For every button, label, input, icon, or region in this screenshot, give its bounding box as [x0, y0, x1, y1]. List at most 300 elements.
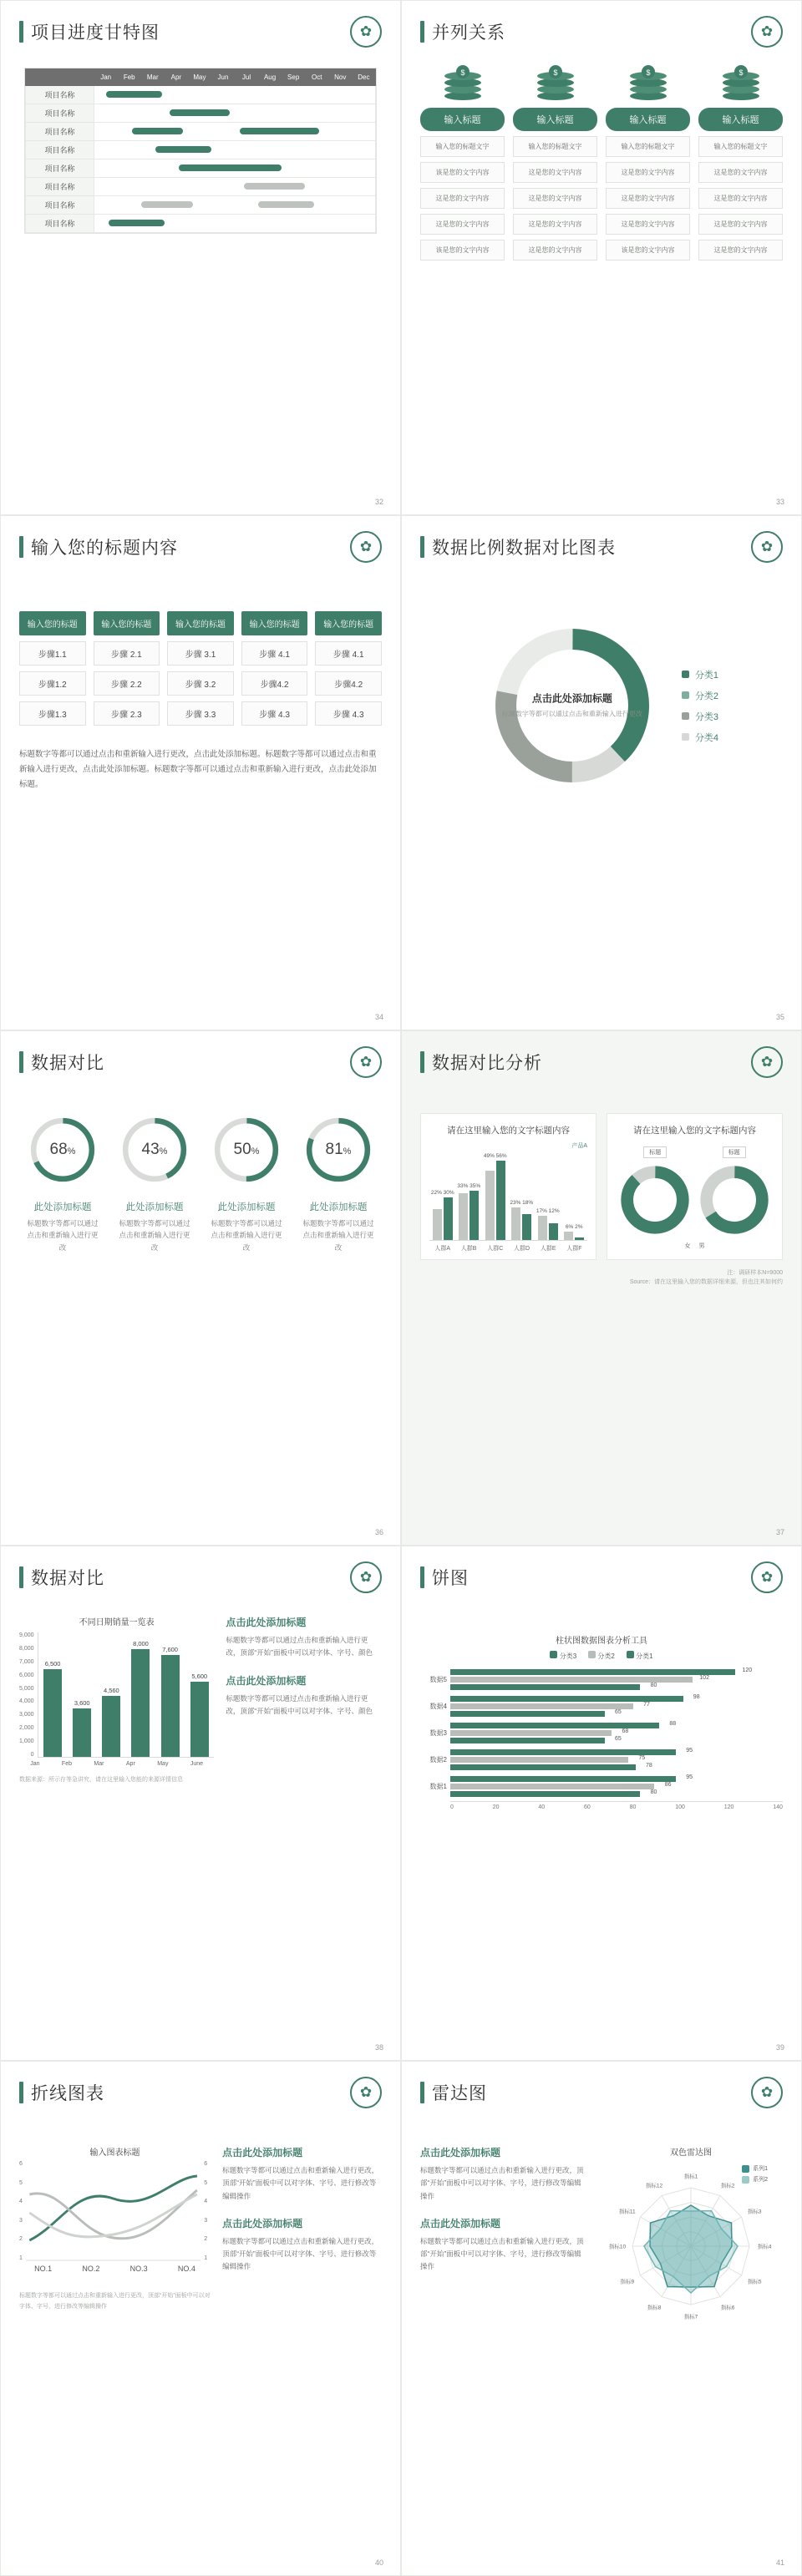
page-title: 饼图	[432, 1569, 469, 1588]
parallel-header[interactable]: 输入标题	[513, 108, 597, 131]
x-axis-labels	[450, 1801, 783, 1810]
hbar-value: 95	[686, 1748, 693, 1754]
x-label: 人群B	[460, 1246, 477, 1252]
hbar	[450, 1755, 646, 1763]
gantt-row-label: 项目名称	[26, 196, 94, 215]
text-blocks	[222, 2145, 382, 2312]
parallel-cell: 这是您的文字内容	[513, 214, 597, 235]
bar-plot-area	[38, 1632, 215, 1758]
hbar-value: 68	[622, 1728, 629, 1734]
gantt-row-track	[94, 178, 376, 196]
radar-axis-label: 指标9	[620, 2279, 635, 2285]
hbar-label: 数据3	[429, 1729, 447, 1737]
radar-axis-label: 指标1	[683, 2174, 698, 2180]
step-cell: 步骤 4.3	[241, 701, 308, 726]
radar-axis-label: 指标6	[720, 2305, 735, 2311]
step-cell: 步骤 2.2	[94, 671, 160, 696]
logo-icon: ✿	[751, 2077, 783, 2108]
block-heading: 点击此处添加标题	[420, 2217, 501, 2229]
bar-value-label: 33% 35%	[457, 1182, 481, 1189]
bar-value: 7,600	[162, 1645, 178, 1653]
parallel-cell: 这是您的文字内容	[420, 214, 505, 235]
axis-tick: 140	[773, 1804, 783, 1810]
svg-text:$: $	[738, 68, 744, 77]
gantt-row-label: 项目名称	[26, 123, 94, 141]
slide-header	[19, 16, 382, 48]
slide-header	[420, 16, 783, 48]
hbar-value: 120	[742, 1668, 753, 1673]
parallel-cell: 这是您的文字内容	[606, 162, 690, 183]
coins-icon	[420, 63, 505, 101]
radar-axis-label: 指标7	[683, 2314, 698, 2320]
parallel-cell: 输入您的标题文字	[513, 136, 597, 157]
bar	[43, 1660, 62, 1757]
block-text: 标题数字等都可以通过点击和重新输入进行更改，顶部“开始”面板中可以对字体、字号、进行修改等编辑操作	[222, 2166, 379, 2200]
logo-icon: ✿	[350, 531, 382, 563]
gantt-month: Nov	[328, 69, 352, 86]
gantt-row-track	[94, 215, 376, 233]
page-number: 37	[775, 1528, 784, 1536]
parallel-column	[606, 63, 690, 261]
line-chart	[19, 2145, 211, 2312]
legend-swatch	[682, 733, 689, 741]
y-label: 5,000	[19, 1685, 34, 1692]
svg-text:$: $	[459, 68, 465, 77]
y-label: 2,000	[19, 1725, 34, 1732]
x-label: May	[157, 1761, 169, 1767]
y-axis-labels	[19, 1632, 38, 1758]
bar	[538, 1216, 547, 1240]
table-row	[26, 178, 376, 196]
slide-header	[420, 531, 783, 563]
slide-header	[19, 1046, 382, 1078]
y-axis-labels-right	[200, 2161, 211, 2261]
bar-value-label: 6% 2%	[565, 1223, 583, 1230]
legend-swatch	[682, 691, 689, 699]
hbar	[450, 1675, 709, 1683]
legend-item: 分类1	[627, 1651, 653, 1661]
body-paragraph: 标题数字等都可以通过点击和重新输入进行更改，点击此处添加标题。标题数字等都可以通过点击和重新输入进行更改，点击此处添加标题。标题数字等都可以通过点击和重新输入进行更改，点击此处添加标题。	[19, 750, 377, 790]
gantt-month: Jun	[211, 69, 235, 86]
ring-value: 68%	[49, 1141, 76, 1158]
logo-icon: ✿	[350, 16, 382, 48]
gantt-row-label: 项目名称	[26, 104, 94, 123]
bar-group	[510, 1199, 534, 1240]
hbar	[450, 1782, 672, 1789]
logo-icon: ✿	[751, 531, 783, 563]
compare-card-left	[420, 1113, 596, 1260]
block-heading: 点击此处添加标题	[226, 1674, 307, 1687]
hbar	[450, 1702, 650, 1709]
slide-compare	[401, 1030, 802, 1546]
donut-legend	[682, 660, 718, 752]
parallel-cell: 这是您的文字内容	[513, 240, 597, 261]
step-cell: 步骤1.2	[19, 671, 86, 696]
mini-donut-label: 标题	[723, 1146, 746, 1158]
table-row	[26, 215, 376, 233]
legend-male: 男	[698, 1243, 705, 1249]
legend-item	[682, 689, 718, 702]
progress-ring-item	[295, 1111, 382, 1253]
radar-axis-label: 指标3	[747, 2209, 762, 2215]
hbar-value: 88	[669, 1721, 677, 1727]
hbar-value: 78	[645, 1763, 652, 1769]
donut-title: 点击此处添加标题	[531, 692, 612, 705]
slide-gantt	[0, 0, 401, 515]
title-accent-bar	[19, 1051, 23, 1073]
mini-donuts	[616, 1143, 774, 1237]
bar-value-label: 22% 30%	[430, 1190, 454, 1196]
y-label: 7,000	[19, 1658, 34, 1665]
bar	[102, 1686, 120, 1757]
gantt-corner	[26, 69, 94, 86]
progress-ring-item	[203, 1111, 290, 1253]
slide-header	[420, 1046, 783, 1078]
hbar-value: 77	[643, 1702, 650, 1708]
page-number: 34	[374, 1013, 383, 1021]
title-accent-bar	[420, 536, 424, 558]
legend-female: 女	[684, 1243, 691, 1249]
logo-icon: ✿	[350, 1561, 382, 1593]
slide-header	[19, 2077, 382, 2108]
step-column	[19, 611, 86, 726]
line-svg	[26, 2161, 200, 2261]
step-header[interactable]: 输入您的标题	[315, 611, 382, 635]
hbar	[450, 1763, 652, 1770]
bar	[131, 1640, 150, 1757]
hbar-value: 80	[650, 1683, 657, 1688]
y-label: 9,000	[19, 1632, 34, 1638]
bar	[485, 1171, 495, 1240]
radar-axis-label: 指标4	[757, 2244, 772, 2250]
page-number: 33	[775, 498, 784, 506]
gantt-month: Aug	[258, 69, 282, 86]
gantt-bar	[109, 220, 165, 226]
table-row	[26, 86, 376, 104]
source-note: Source：请在这里输入您的数据详细来源，但也注其如何约	[629, 1279, 783, 1286]
bar	[511, 1207, 520, 1240]
hbar-value: 80	[650, 1789, 657, 1795]
hbar-label: 数据4	[429, 1703, 447, 1710]
gantt-row-label: 项目名称	[26, 215, 94, 233]
gantt-bar	[106, 91, 162, 98]
gantt-month: Jan	[94, 69, 118, 86]
table-row	[26, 196, 376, 215]
coins-icon	[606, 63, 690, 101]
legend-label: 分类1	[694, 670, 719, 681]
logo-icon: ✿	[751, 16, 783, 48]
legend-swatch	[682, 712, 689, 720]
bar	[549, 1223, 558, 1240]
series-legend: 产品A	[571, 1143, 587, 1149]
radar-axis-label: 指标11	[618, 2209, 636, 2215]
donut-center-label	[485, 691, 660, 721]
step-column	[241, 611, 308, 726]
ring-title: 此处添加标题	[125, 1202, 184, 1212]
gantt-row-label: 项目名称	[26, 178, 94, 196]
parallel-header[interactable]: 输入标题	[606, 108, 690, 131]
y-label: 4	[204, 2199, 208, 2205]
parallel-header[interactable]: 输入标题	[420, 108, 505, 131]
block-text: 标题数字等都可以通过点击和重新输入进行更改，顶部“开始”面板中可以对字体、字号、颜色	[226, 1636, 373, 1657]
bar	[496, 1161, 505, 1240]
sample-note: 注：调研样本N=9000	[727, 1270, 783, 1276]
y-label: 6,000	[19, 1672, 34, 1678]
legend-label: 分类4	[694, 732, 719, 743]
y-label: 3,000	[19, 1712, 34, 1718]
gantt-row-label: 项目名称	[26, 159, 94, 178]
gantt-month: Sep	[282, 69, 305, 86]
step-cell: 步骤1.3	[19, 701, 86, 726]
gantt-row-label: 项目名称	[26, 141, 94, 159]
legend-item: 系列1	[742, 2164, 768, 2173]
y-label: 8,000	[19, 1645, 34, 1652]
bar-value: 5,600	[191, 1672, 208, 1680]
step-cell: 步骤 4.1	[315, 641, 382, 666]
x-label: Mar	[94, 1761, 104, 1767]
step-cell: 步骤1.1	[19, 641, 86, 666]
x-axis-labels	[19, 1761, 214, 1767]
slide-columns	[0, 1546, 401, 2061]
x-label: NO.1	[34, 2265, 53, 2273]
chart-legend	[420, 1651, 783, 1661]
gantt-row-track	[94, 123, 376, 141]
bar	[444, 1197, 453, 1240]
chart-footnote: 数据来源：所示存等急讲究，请在这里输入您能的来源详情信息	[19, 1777, 183, 1783]
gantt-bar	[155, 146, 211, 153]
hbar-row	[420, 1668, 783, 1692]
step-header[interactable]: 输入您的标题	[241, 611, 308, 635]
hbar	[450, 1683, 657, 1690]
x-label: 人群C	[487, 1246, 504, 1252]
title-accent-bar	[19, 2082, 23, 2103]
bar-x-labels	[429, 1244, 587, 1253]
block-heading: 点击此处添加标题	[222, 2147, 303, 2158]
bar-group	[564, 1223, 584, 1240]
axis-tick: 100	[675, 1804, 685, 1810]
chart-footnote: 标题数字等都可以通过点击和重新输入进行更改，顶部“开始”面板中可以对字体、字号，进行修改等编辑操作	[19, 2293, 211, 2310]
gantt-chart	[24, 68, 377, 234]
bar-value: 4,560	[103, 1686, 119, 1694]
bar	[522, 1214, 531, 1240]
chart-note	[420, 1268, 783, 1287]
y-label: 6	[204, 2161, 208, 2167]
parallel-header[interactable]: 输入标题	[698, 108, 783, 131]
gantt-month: Apr	[165, 69, 188, 86]
compare-card-right	[607, 1113, 783, 1260]
step-column	[167, 611, 234, 726]
x-label: Feb	[61, 1761, 72, 1767]
svg-text:$: $	[645, 68, 651, 77]
y-label: 1	[19, 2255, 23, 2261]
parallel-column	[513, 63, 597, 261]
title-accent-bar	[420, 2082, 424, 2103]
gantt-month: Jul	[235, 69, 258, 86]
ring-desc: 标题数字等都可以通过点击和重新输入进行更改	[211, 1219, 282, 1252]
slide-header	[420, 1561, 783, 1593]
card-title: 请在这里输入您的文字标题内容	[633, 1126, 756, 1136]
block-heading: 点击此处添加标题	[420, 2147, 501, 2158]
block-heading: 点击此处添加标题	[222, 2217, 303, 2229]
legend-label: 分类2	[694, 691, 719, 701]
step-column	[94, 611, 160, 726]
gantt-month: Mar	[141, 69, 165, 86]
hbar-label: 数据2	[429, 1756, 447, 1764]
title-accent-bar	[420, 21, 424, 43]
radar-axis-label: 指标12	[645, 2183, 663, 2189]
ring-desc: 标题数字等都可以通过点击和重新输入进行更改	[302, 1219, 374, 1252]
chart-title: 输入图表标题	[89, 2148, 140, 2158]
hbar-value: 102	[699, 1675, 709, 1681]
x-axis-labels	[19, 2265, 211, 2273]
axis-tick: 40	[538, 1804, 546, 1810]
hbar-value: 95	[686, 1774, 693, 1780]
legend-item: 分类2	[588, 1651, 615, 1661]
slide-hbar	[401, 1546, 802, 2061]
hbar-row	[420, 1694, 783, 1718]
parallel-cell: 输入您的标题文字	[606, 136, 690, 157]
legend-label: 分类3	[694, 711, 719, 722]
hbar-value: 65	[614, 1709, 622, 1715]
page-title: 数据对比	[31, 1569, 104, 1588]
page-number: 38	[374, 2043, 383, 2052]
axis-tick: 0	[450, 1804, 454, 1810]
legend-item	[682, 710, 718, 723]
y-label: 5	[204, 2179, 208, 2186]
ring-value: 81%	[325, 1141, 352, 1158]
x-label: NO.4	[177, 2265, 195, 2273]
gantt-month: Oct	[305, 69, 328, 86]
hbar	[450, 1774, 693, 1782]
hbar-value: 86	[664, 1782, 672, 1788]
slide-line	[0, 2061, 401, 2576]
radar-axis-label: 指标5	[747, 2279, 762, 2285]
x-label: NO.3	[129, 2265, 148, 2273]
hbar-value: 65	[614, 1736, 622, 1742]
hbar-label: 数据5	[429, 1676, 447, 1683]
x-label: 人群D	[514, 1246, 530, 1252]
page-number: 36	[374, 1528, 383, 1536]
page-number: 32	[374, 498, 383, 506]
ring-value: 50%	[233, 1141, 260, 1158]
parallel-cell: 这是您的文字内容	[606, 188, 690, 209]
hbar-value: 98	[693, 1694, 700, 1700]
parallel-cell: 这是您的文字内容	[698, 214, 783, 235]
table-row	[26, 159, 376, 178]
x-label: NO.2	[82, 2265, 100, 2273]
hbar	[450, 1789, 657, 1797]
axis-tick: 60	[583, 1804, 591, 1810]
step-header[interactable]: 输入您的标题	[94, 611, 160, 635]
radar-axis-label: 指标2	[720, 2183, 735, 2189]
parallel-column	[420, 63, 505, 261]
mini-donut-label: 标题	[643, 1146, 667, 1158]
page-title: 数据比例数据对比图表	[432, 539, 616, 558]
ring-desc: 标题数字等都可以通过点击和重新输入进行更改	[27, 1219, 99, 1252]
slide-header	[420, 2077, 783, 2108]
page-number: 35	[775, 1013, 784, 1021]
bar	[470, 1191, 479, 1241]
y-label: 6	[19, 2161, 23, 2167]
slide-header	[19, 1561, 382, 1593]
coins-icon	[698, 63, 783, 101]
title-accent-bar	[19, 536, 23, 558]
page-title: 雷达图	[432, 2084, 487, 2103]
parallel-cell: 这是您的文字内容	[513, 162, 597, 183]
y-label: 3	[204, 2217, 208, 2224]
gantt-bar	[132, 128, 184, 134]
ring-title: 此处添加标题	[309, 1202, 368, 1212]
legend-item	[682, 668, 718, 681]
x-label: Jan	[30, 1761, 40, 1767]
step-cell: 步骤 4.1	[241, 641, 308, 666]
step-header[interactable]: 输入您的标题	[167, 611, 234, 635]
parallel-cell: 该是您的文字内容	[420, 240, 505, 261]
page-title: 并列关系	[432, 23, 505, 43]
block-text: 标题数字等都可以通过点击和重新输入进行更改，顶部“开始”面板中可以对字体、字号，进行修改等编辑操作	[420, 2236, 584, 2271]
text-blocks	[226, 1615, 382, 1784]
gantt-row-track	[94, 159, 376, 178]
hbar	[450, 1728, 629, 1736]
chart-title: 不同日期销量一览表	[79, 1618, 155, 1627]
legend-item: 系列2	[742, 2175, 768, 2184]
bar	[190, 1672, 209, 1757]
parallel-cell: 输入您的标题文字	[698, 136, 783, 157]
step-column	[315, 611, 382, 726]
page-number: 41	[775, 2558, 784, 2567]
hbar-value: 75	[638, 1755, 646, 1761]
parallel-cell: 这是您的文字内容	[698, 240, 783, 261]
bar-value-label: 49% 56%	[483, 1152, 507, 1159]
bar-value-label: 17% 12%	[536, 1208, 560, 1215]
title-accent-bar	[420, 1566, 424, 1588]
radar-axis-label: 指标10	[608, 2244, 627, 2250]
parallel-cell: 该是您的文字内容	[606, 240, 690, 261]
mini-donut-value: 12%	[648, 1193, 662, 1202]
y-label: 2	[19, 2236, 23, 2243]
y-label: 4,000	[19, 1698, 34, 1705]
bar-group	[536, 1208, 560, 1240]
bar	[575, 1237, 584, 1240]
progress-ring-item	[19, 1111, 106, 1253]
block-text: 标题数字等都可以通过点击和重新输入进行更改，顶部“开始”面板中可以对字体、字号、进行修改等编辑操作	[222, 2236, 379, 2271]
step-cell: 步骤 4.3	[315, 701, 382, 726]
x-label: 人群E	[540, 1246, 556, 1252]
x-label: June	[190, 1761, 204, 1767]
gantt-month: May	[188, 69, 211, 86]
step-header[interactable]: 输入您的标题	[19, 611, 86, 635]
slide-steps	[0, 515, 401, 1030]
y-axis-labels	[19, 2161, 26, 2261]
step-cell: 步骤 2.1	[94, 641, 160, 666]
y-label: 5	[19, 2179, 23, 2186]
step-cell: 步骤 2.3	[94, 701, 160, 726]
y-label: 0	[30, 1751, 34, 1758]
gantt-bar	[170, 109, 231, 116]
logo-icon: ✿	[751, 1561, 783, 1593]
parallel-cell: 输入您的标题文字	[420, 136, 505, 157]
hbar	[450, 1709, 622, 1717]
bar	[564, 1232, 573, 1240]
axis-tick: 20	[492, 1804, 500, 1810]
title-accent-bar	[19, 21, 23, 43]
progress-ring-item	[111, 1111, 198, 1253]
gantt-row-track	[94, 196, 376, 215]
table-row	[26, 123, 376, 141]
hbar	[450, 1721, 677, 1728]
page-title: 数据对比	[31, 1054, 104, 1073]
x-label: 人群F	[566, 1246, 582, 1252]
